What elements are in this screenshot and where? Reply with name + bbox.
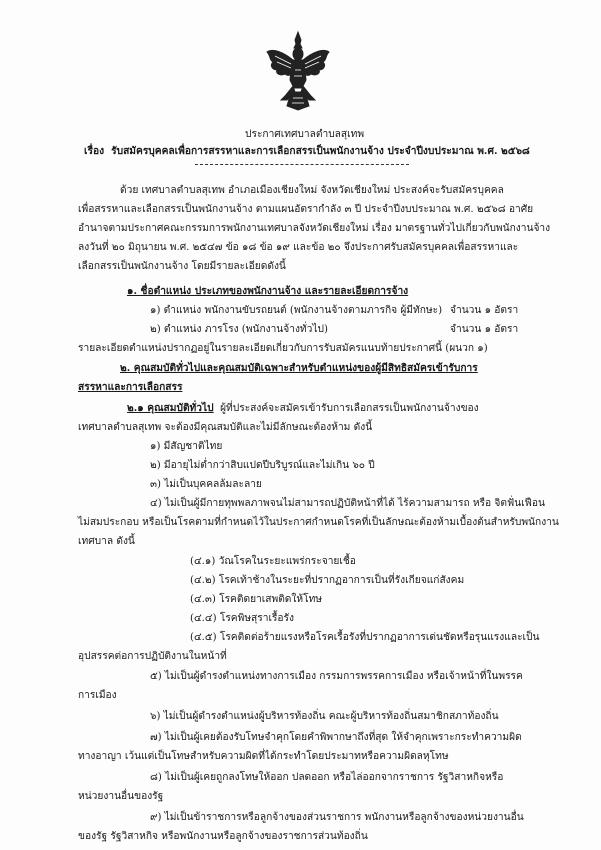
intro-line: อำนาจตามประกาศคณะกรรมการพนักงานเทศบาลจังหวัดเชียงใหม่ เรื่อง มาตรฐานทั่วไปเกี่ยวกับพนักงานจ้าง [78, 223, 551, 234]
subject-line [84, 145, 530, 158]
disease-item: (๔.๑) วัณโรคในระยะแพร่กระจายเชื้อ [190, 556, 356, 567]
position-1-count: จำนวน ๑ อัตรา [450, 305, 519, 316]
intro-line: ด้วย เทศบาลตำบลสุเทพ อำเภอเมืองเชียงใหม่ จังหวัดเชียงใหม่ ประสงค์จะรับสมัครบุคคล [120, 185, 504, 196]
section-2-title: ๒. คุณสมบัติทั่วไปและคุณสมบัติเฉพาะสำหรับตำแหน่งของผู้มีสิทธิสมัครเข้ารับการ [120, 362, 478, 374]
subsection-2-1-title: ๒.๑ คุณสมบัติทั่วไป [127, 402, 214, 414]
subject-text: รับสมัครบุคคลเพื่อการสรรหาและการเลือกสรรเป็นพนักงานจ้าง ประจำปีงบประมาณ พ.ศ. ๒๕๖๘ [111, 145, 530, 157]
qualification-item-7-cont: ทางอาญา เว้นแต่เป็นโทษสำหรับความผิดที่ได้กระทำโดยประมาทหรือความผิดลหุโทษ [78, 751, 449, 762]
qualification-item-9: ๙) ไม่เป็นข้าราชการหรือลูกจ้างของส่วนราชการ พนักงานหรือลูกจ้างของหน่วยงานอื่น [150, 812, 524, 823]
header-divider [195, 164, 409, 165]
section-2-title-cont: สรรหาและการเลือกสรร [78, 381, 183, 393]
intro-line: เพื่อสรรหาและเลือกสรรเป็นพนักงานจ้าง ตามแผนอัตรากำลัง ๓ ปี ประจำปีงบประมาณ พ.ศ. ๒๕๖๘ อาศัย [78, 204, 534, 215]
qualification-item: ๓) ไม่เป็นบุคคลล้มละลาย [150, 479, 262, 490]
disease-item-5-cont: อุปสรรคต่อการปฏิบัติงานในหน้าที่ [78, 651, 227, 662]
qualification-item-5-cont: การเมือง [78, 690, 117, 701]
disease-item: (๔.๒) โรคเท้าช้างในระยะที่ปรากฏอาการเป็นที่รังเกียจแก่สังคม [190, 575, 465, 586]
qualification-item-5: ๕) ไม่เป็นผู้ดำรงตำแหน่งทางการเมือง กรรมการพรรคการเมือง หรือเจ้าหน้าที่ในพรรค [150, 671, 523, 682]
qualification-item: ๑) มีสัญชาติไทย [150, 441, 223, 452]
disease-item: (๔.๔) โรคพิษสุราเรื้อรัง [190, 613, 294, 624]
garuda-emblem-icon [265, 30, 331, 112]
qualification-item-9-cont: ของรัฐ รัฐวิสาหกิจ หรือพนักงานหรือลูกจ้างของราชการส่วนท้องถิ่น [78, 831, 368, 842]
qualification-item-4-cont: ไม่สมประกอบ หรือเป็นโรคตามที่กำหนดไว้ในประกาศกำหนดโรคที่เป็นลักษณะต้องห้ามเบื้องต้นสำหรับพนักงาน [78, 517, 559, 528]
intro-line: เลือกสรรเป็นพนักงานจ้าง โดยมีรายละเอียดดังนี้ [78, 261, 286, 272]
qualification-item-8: ๘) ไม่เป็นผู้เคยถูกลงโทษให้ออก ปลดออก หรือไล่ออกจากราชการ รัฐวิสาหกิจหรือ [150, 772, 504, 783]
disease-item-5: (๔.๕) โรคติดต่อร้ายแรงหรือโรคเรื้อรังที่ปรากฏอาการเด่นชัดหรือรุนแรงและเป็น [190, 632, 540, 643]
position-2-label: ๒) ตำแหน่ง ภารโรง (พนักงานจ้างทั่วไป) [150, 324, 328, 335]
subject-label: เรื่อง [84, 145, 105, 157]
position-1-label: ๑) ตำแหน่ง พนักงานขับรถยนต์ (พนักงานจ้างตามภารกิจ ผู้มีทักษะ) [150, 305, 443, 316]
qualification-item-4: ๔) ไม่เป็นผู้มีกายทุพพลภาพจนไม่สามารถปฏิบัติหน้าที่ได้ ไร้ความสามารถ หรือ จิตฟั่นเฟือน [150, 498, 545, 509]
subsection-2-1-text: ผู้ที่ประสงค์จะสมัครเข้ารับการเลือกสรรเป็นพนักงานจ้างของ [220, 403, 479, 414]
qualification-item-4-cont: เทศบาล ดังนี้ [78, 536, 135, 547]
section-1-title: ๑. ชื่อตำแหน่ง ประเภทของพนักงานจ้าง และรายละเอียดการจ้าง [127, 285, 409, 297]
disease-item: (๔.๓) โรคติดยาเสพติดให้โทษ [190, 594, 323, 605]
position-2-count: จำนวน ๑ อัตรา [450, 324, 519, 335]
subsection-2-1 [127, 402, 479, 415]
qualification-item: ๒) มีอายุไม่ต่ำกว่าสิบแปดปีบริบูรณ์และไม่เกิน ๖๐ ปี [150, 460, 375, 471]
qualification-item-7: ๗) ไม่เป็นผู้เคยต้องรับโทษจำคุกโดยคำพิพากษาถึงที่สุด ให้จำคุกเพราะกระทำความผิด [150, 732, 522, 743]
section-1-note: รายละเอียดตำแหน่งปรากฏอยู่ในรายละเอียดเกี่ยวกับการรับสมัครแนบท้ายประกาศนี้ (ผนวก ๑) [78, 343, 488, 354]
qualification-item-6: ๖) ไม่เป็นผู้ดำรงตำแหน่งผู้บริหารท้องถิ่น คณะผู้บริหารท้องถิ่นสมาชิกสภาท้องถิ่น [150, 711, 499, 722]
intro-line: ลงวันที่ ๒๐ มิถุนายน พ.ศ. ๒๕๔๗ ข้อ ๑๘ ข้อ ๑๙ และข้อ ๒๐ จึงประกาศรับสมัครบุคคลเพื่อสรรหาและ [78, 242, 519, 253]
qualification-item-8-cont: หน่วยงานอื่นของรัฐ [78, 791, 164, 802]
org-title: ประกาศเทศบาลตำบลสุเทพ [245, 129, 365, 140]
subsection-2-1-text-cont: เทศบาลตำบลสุเทพ จะต้องมีคุณสมบัติและไม่มีลักษณะต้องห้าม ดังนี้ [78, 422, 373, 433]
